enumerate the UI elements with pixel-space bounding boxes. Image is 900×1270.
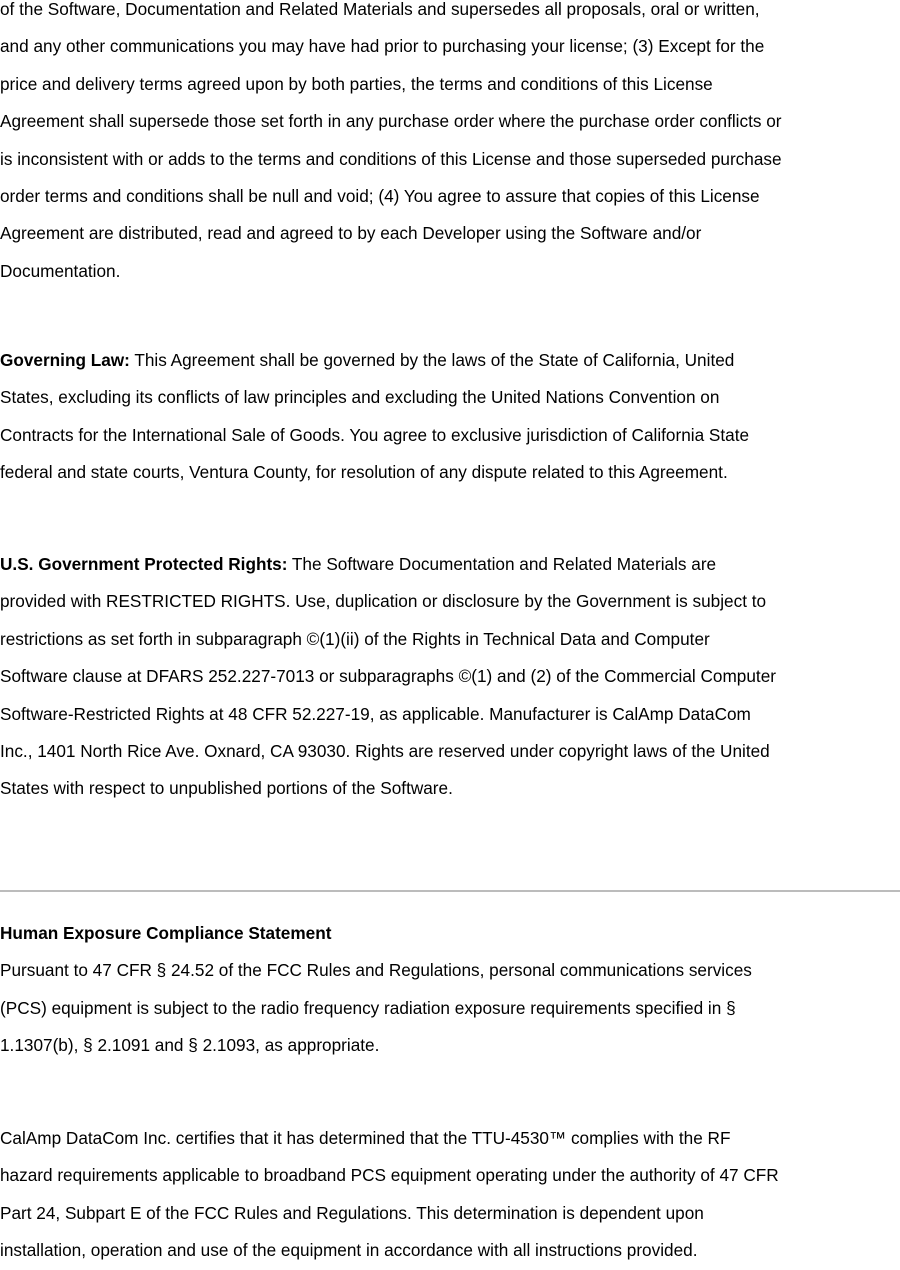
text-line: provided with RESTRICTED RIGHTS. Use, duplication or disclosure by the Government is subject to: [0, 591, 767, 612]
human-exposure-section: [0, 915, 900, 1065]
text-line: hazard requirements applicable to broadband PCS equipment operating under the authority of 47 CFR: [0, 1165, 779, 1186]
text-line: Pursuant to 47 CFR § 24.52 of the FCC Rules and Regulations, personal communications services: [0, 960, 752, 981]
text-line: Contracts for the International Sale of Goods. You agree to exclusive jurisdiction of California State: [0, 424, 750, 445]
us-gov-first-line: [0, 546, 900, 583]
us-government-rights-paragraph: [0, 546, 900, 808]
text-line: (PCS) equipment is subject to the radio frequency radiation exposure requirements specified in §: [0, 997, 736, 1018]
text-line: and any other communications you may have had prior to purchasing your license; (3) Except for the: [0, 36, 765, 57]
human-exposure-heading-line: [0, 915, 900, 952]
governing-law-heading: Governing Law:: [0, 350, 130, 370]
text-line: restrictions as set forth in subparagraph ©(1)(ii) of the Rights in Technical Data and Computer: [0, 628, 710, 649]
text-line: is inconsistent with or adds to the terms and conditions of this License and those superseded purchase: [0, 148, 782, 169]
text-line: 1.1307(b), § 2.1091 and § 2.1093, as appropriate.: [0, 1035, 380, 1056]
us-gov-first-line-text: The Software Documentation and Related Materials are: [287, 554, 717, 574]
text-line: Documentation.: [0, 260, 121, 281]
governing-law-first-line: [0, 342, 900, 379]
agreement-continuation-paragraph: [0, 0, 900, 290]
governing-law-paragraph: [0, 342, 900, 492]
text-line: order terms and conditions shall be null and void; (4) You agree to assure that copies of this License: [0, 185, 760, 206]
human-exposure-heading: Human Exposure Compliance Statement: [0, 923, 332, 943]
text-line: Agreement are distributed, read and agreed to by each Developer using the Software and/or: [0, 223, 702, 244]
section-divider: [0, 890, 900, 892]
text-line: Part 24, Subpart E of the FCC Rules and Regulations. This determination is dependent upon: [0, 1202, 704, 1223]
text-line: Software-Restricted Rights at 48 CFR 52.227-19, as applicable. Manufacturer is CalAmp DataCom: [0, 703, 751, 724]
text-line: States with respect to unpublished portions of the Software.: [0, 778, 453, 799]
text-line: States, excluding its conflicts of law principles and excluding the United Nations Convention on: [0, 387, 720, 408]
text-line: CalAmp DataCom Inc. certifies that it has determined that the TTU-4530™ complies with the RF: [0, 1128, 731, 1148]
text-line: Agreement shall supersede those set forth in any purchase order where the purchase order conflicts or: [0, 111, 782, 132]
text-line: of the Software, Documentation and Related Materials and supersedes all proposals, oral or written,: [0, 0, 760, 19]
governing-law-first-line-text: This Agreement shall be governed by the laws of the State of California, United: [129, 350, 735, 370]
text-line: installation, operation and use of the equipment in accordance with all instructions provided.: [0, 1240, 698, 1261]
us-gov-heading: U.S. Government Protected Rights:: [0, 554, 288, 574]
text-line: Inc., 1401 North Rice Ave. Oxnard, CA 93030. Rights are reserved under copyright laws of the United: [0, 740, 770, 761]
text-line: Software clause at DFARS 252.227-7013 or subparagraphs ©(1) and (2) of the Commercial Computer: [0, 666, 776, 687]
text-line: price and delivery terms agreed upon by both parties, the terms and conditions of this License: [0, 73, 713, 94]
text-line: federal and state courts, Ventura County, for resolution of any dispute related to this Agreement.: [0, 462, 728, 483]
rf-compliance-paragraph: [0, 1120, 900, 1270]
